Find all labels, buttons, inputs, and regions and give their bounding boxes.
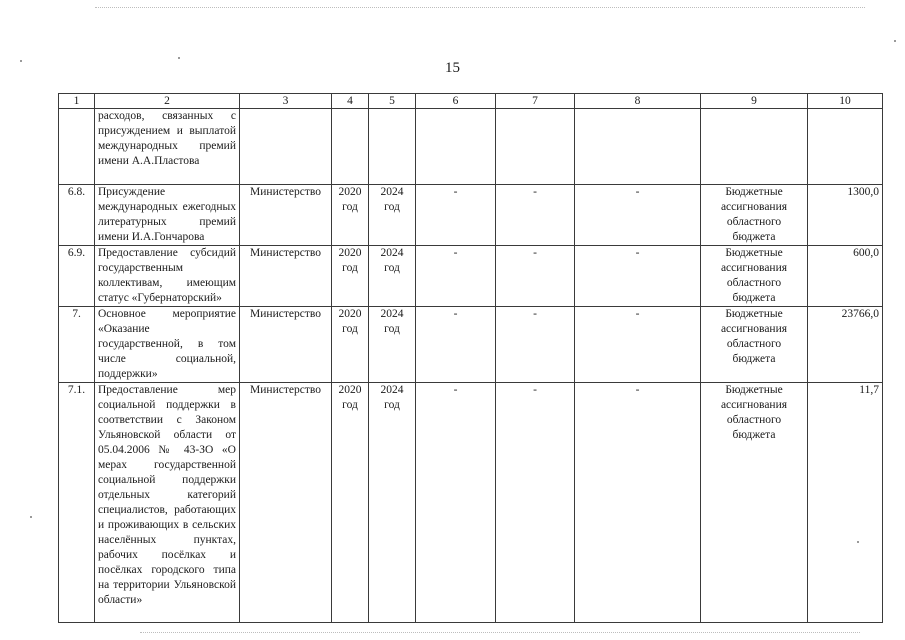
column-7-cell: - [496,383,575,623]
column-6-cell: - [416,307,496,383]
column-header: 10 [808,94,883,109]
table-row [59,109,883,185]
amount-cell: 600,0 [808,246,883,307]
measure-name-cell: Предоставление мер социальной поддержки в соответствии с Законом Ульяновской области от 05.04.2006 № 43-ЗО «О мерах государственной социальной поддержки отдельных категорий специалистов, работающих и проживающих в сельских населённых пунктах, рабочих посёлках и посёлках городского типа на территории Ульяновской области» [95,383,240,623]
column-7-cell: - [496,185,575,246]
measure-name-cell: Предоставление субсидий государственным коллективам, имеющим статус «Губернаторский» [95,246,240,307]
funding-source-cell: Бюджетные ассигнования областного бюджета [701,383,808,623]
measure-name-cell: Присуждение международных ежегодных литературных премий имени И.А.Гончарова [95,185,240,246]
column-8-cell: - [575,185,701,246]
column-header: 4 [332,94,369,109]
executor-cell [240,109,332,185]
funding-source-cell: Бюджетные ассигнования областного бюджета [701,307,808,383]
executor-cell: Министерство [240,383,332,623]
scan-speck [30,516,32,518]
table-row [59,383,883,623]
column-header: 2 [95,94,240,109]
start-year-cell: 2020 год [332,246,369,307]
executor-cell: Министерство [240,185,332,246]
column-7-cell: - [496,307,575,383]
table-row [59,246,883,307]
executor-cell: Министерство [240,307,332,383]
page-number: 15 [445,60,460,76]
scan-artifact-top [95,7,865,9]
column-8-cell: - [575,383,701,623]
column-7-cell [496,109,575,185]
table-header [59,94,883,109]
end-year-cell: 2024 год [369,246,416,307]
start-year-cell: 2020 год [332,185,369,246]
start-year-cell [332,109,369,185]
column-6-cell: - [416,246,496,307]
column-6-cell: - [416,185,496,246]
column-header: 3 [240,94,332,109]
column-8-cell: - [575,307,701,383]
row-number-cell: 6.9. [59,246,95,307]
row-number-cell: 7.1. [59,383,95,623]
column-8-cell: - [575,246,701,307]
column-6-cell [416,109,496,185]
column-header: 1 [59,94,95,109]
row-number-cell: 7. [59,307,95,383]
column-header: 7 [496,94,575,109]
table-row [59,185,883,246]
scan-speck [894,40,896,42]
scan-speck [178,57,180,59]
start-year-cell: 2020 год [332,307,369,383]
column-header: 5 [369,94,416,109]
amount-cell: 11,7 [808,383,883,623]
end-year-cell: 2024 год [369,307,416,383]
funding-source-cell: Бюджетные ассигнования областного бюджета [701,185,808,246]
column-header: 9 [701,94,808,109]
end-year-cell: 2024 год [369,383,416,623]
funding-source-cell: Бюджетные ассигнования областного бюджета [701,246,808,307]
end-year-cell [369,109,416,185]
funding-source-cell [701,109,808,185]
row-number-cell [59,109,95,185]
column-7-cell: - [496,246,575,307]
column-6-cell: - [416,383,496,623]
measure-name-cell: Основное мероприятие «Оказание государственной, в том числе социальной, поддержки» [95,307,240,383]
table-body [59,109,883,623]
column-8-cell [575,109,701,185]
end-year-cell: 2024 год [369,185,416,246]
start-year-cell: 2020 год [332,383,369,623]
amount-cell: 23766,0 [808,307,883,383]
header-row [59,94,883,109]
amount-cell: 1300,0 [808,185,883,246]
row-number-cell: 6.8. [59,185,95,246]
table-row [59,307,883,383]
budget-table [58,93,883,623]
column-header: 6 [416,94,496,109]
scan-artifact-bottom [140,632,860,634]
amount-cell [808,109,883,185]
executor-cell: Министерство [240,246,332,307]
column-header: 8 [575,94,701,109]
measure-name-cell: расходов, связанных с присуждением и выплатой международных премий имени А.А.Пластова [95,109,240,185]
